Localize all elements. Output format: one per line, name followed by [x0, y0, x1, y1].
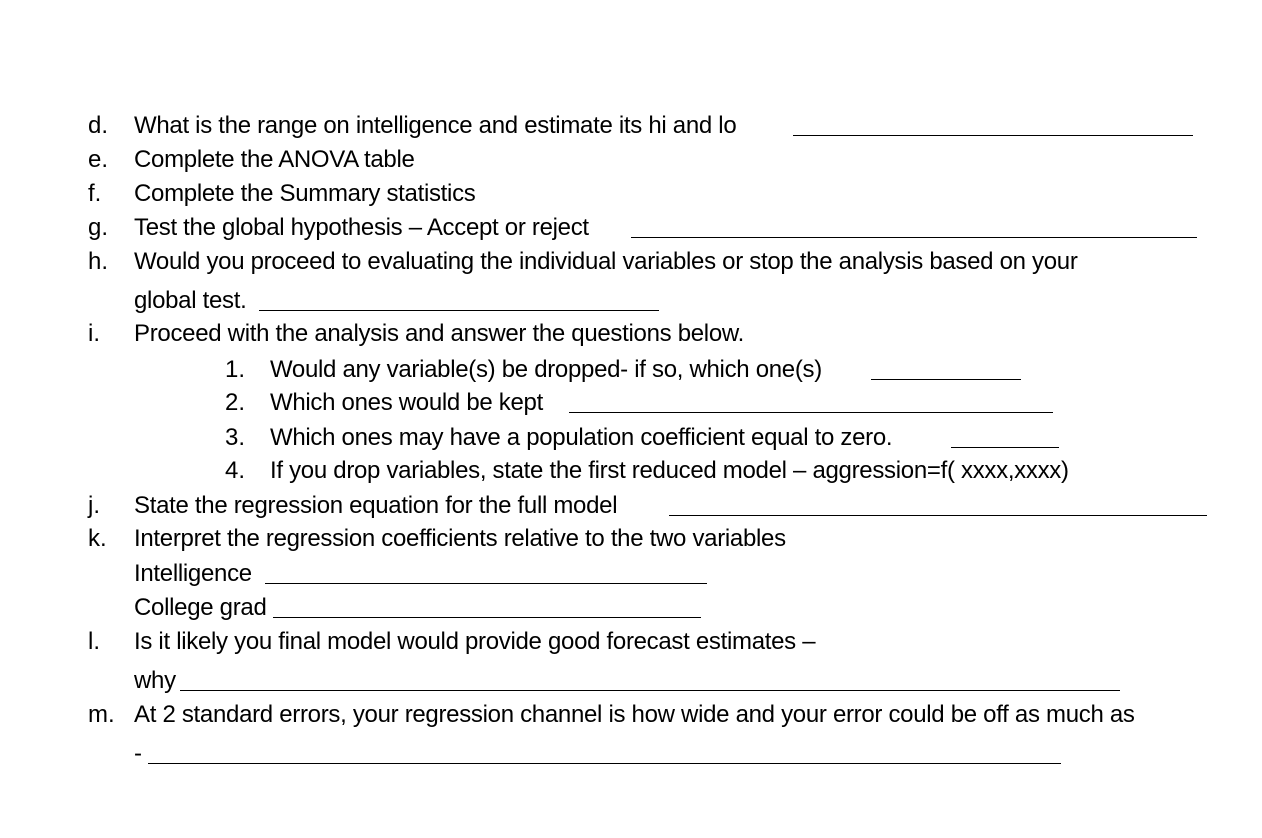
sub-item-marker-1: 1. — [225, 356, 246, 383]
item-text-e: Complete the ANOVA table — [134, 146, 415, 173]
item-marker-d: d. — [88, 112, 109, 139]
sub-item-marker-4: 4. — [225, 457, 246, 484]
item-marker-g: g. — [88, 214, 109, 241]
answer-blank-m[interactable] — [148, 763, 1061, 764]
item-text-j: State the regression equation for the full model — [134, 492, 618, 519]
item-text-l: Is it likely you final model would provide good forecast estimates – — [134, 628, 816, 655]
item-text-h: Would you proceed to evaluating the individual variables or stop the analysis based on your — [134, 248, 1078, 275]
sub-item-text-2: Which ones would be kept — [270, 389, 543, 416]
item-text-f: Complete the Summary statistics — [134, 180, 476, 207]
item-text-k: Interpret the regression coefficients relative to the two variables — [134, 525, 786, 552]
answer-blank-college-grad[interactable] — [273, 617, 701, 618]
item-subline-intelligence: Intelligence — [134, 560, 252, 587]
answer-blank-sub-1[interactable] — [871, 379, 1021, 380]
item-marker-l: l. — [88, 628, 100, 655]
item-marker-e: e. — [88, 146, 109, 173]
item-text-m: At 2 standard errors, your regression channel is how wide and your error could be off as much as — [134, 701, 1135, 728]
item-continuation-m: - — [134, 740, 142, 767]
item-marker-f: f. — [88, 180, 102, 207]
answer-blank-sub-3[interactable] — [951, 447, 1059, 448]
item-text-g: Test the global hypothesis – Accept or reject — [134, 214, 589, 241]
sub-item-text-1: Would any variable(s) be dropped- if so, which one(s) — [270, 356, 822, 383]
item-text-d: What is the range on intelligence and estimate its hi and lo — [134, 112, 737, 139]
sub-item-text-4: If you drop variables, state the first reduced model – aggression=f( xxxx,xxxx) — [270, 457, 1069, 484]
sub-item-text-3: Which ones may have a population coefficient equal to zero. — [270, 424, 893, 451]
item-continuation-l: why — [134, 667, 176, 694]
sub-item-marker-2: 2. — [225, 389, 246, 416]
item-subline-college-grad: College grad — [134, 594, 267, 621]
item-continuation-h: global test. — [134, 287, 247, 314]
item-marker-i: i. — [88, 320, 100, 347]
item-text-i: Proceed with the analysis and answer the questions below. — [134, 320, 744, 347]
answer-blank-sub-2[interactable] — [569, 412, 1053, 413]
answer-blank-j[interactable] — [669, 515, 1207, 516]
answer-blank-l[interactable] — [180, 690, 1120, 691]
sub-item-marker-3: 3. — [225, 424, 246, 451]
item-marker-h: h. — [88, 248, 109, 275]
answer-blank-h[interactable] — [259, 310, 659, 311]
item-marker-m: m. — [88, 701, 115, 728]
item-marker-k: k. — [88, 525, 107, 552]
answer-blank-intelligence[interactable] — [265, 583, 707, 584]
answer-blank-g[interactable] — [631, 237, 1197, 238]
answer-blank-d[interactable] — [793, 135, 1193, 136]
item-marker-j: j. — [88, 492, 100, 519]
